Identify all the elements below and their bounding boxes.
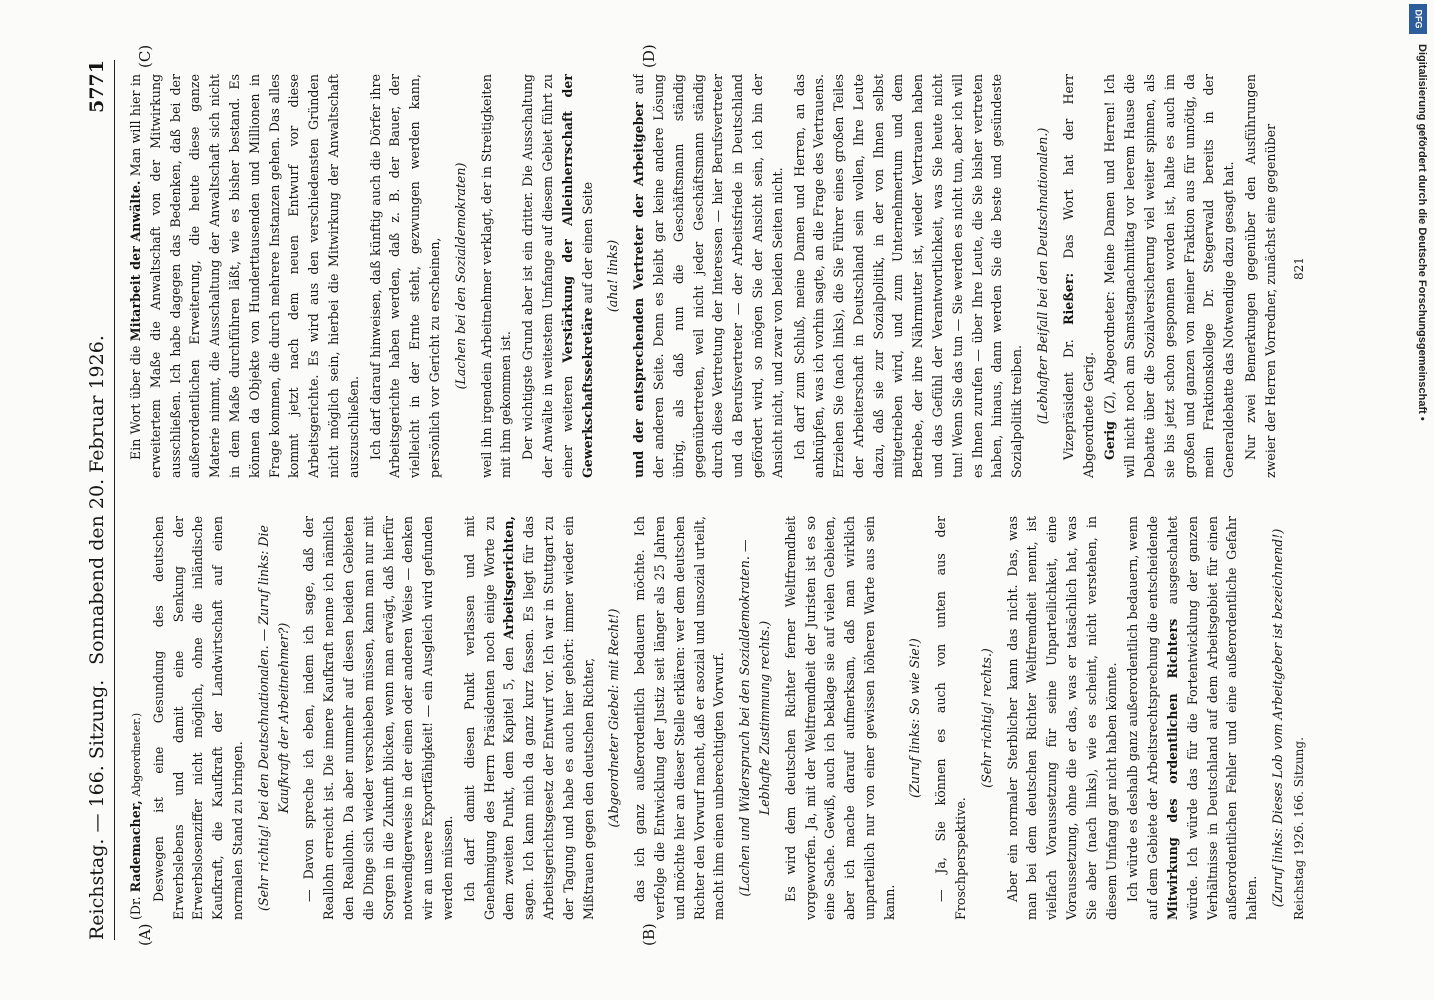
margin-mark-d: (D) xyxy=(640,44,658,68)
paragraph: — Davon spreche ich eben, indem ich sage, daß der Reallohn erreicht ist. Die innere Kaufkraft nenne ich nämlich den Reallohn. Da aber nunmehr auf diesen beiden Gebieten die Dinge sich wieder verschieben müssen, kann man nur mit Sorgen in die Zukunft blicken, wenn man erwägt, daß hierfür notwendigerweise in der einen oder anderen Weise — denken wir an unsere Exportfähigkeit! — ein Ausgleich wird gefunden werden müssen. xyxy=(301,516,455,920)
paragraph: Es wird dem deutschen Richter ferner Weltfremdheit vorgeworfen. Ja, mit der Weltfremdheit der Juristen ist es so eine Sache. Gewiß, auch ich beklage sie auf vielen Gebieten, aber ich mache darauf aufmerksam, daß man wirklich unparteilich nur von einer gewissen höheren Warte aus sein kann. xyxy=(782,516,897,920)
page-number: 5771 xyxy=(86,60,108,113)
paragraph: Ich würde es deshalb ganz außerordentlich bedauern, wenn auf dem Gebiete der Arbeitsrechtsprechung die entscheidende Mitwirkung des ordentlichen Richters ausgeschaltet würde. Ich würde das für die Fortentwicklung der ganzen Verhältnisse in Deutschland auf dem Arbeitsgebiet für einen außerordentlichen Fehler und eine außerordentliche Gefahr halten. xyxy=(1125,516,1260,920)
paragraph: Ich darf damit diesen Punkt verlassen und mit Genehmigung des Herrn Präsidenten noch einige Worte zu dem zweiten Punkt, dem Kapitel 5, den Arbeitsgerichten, sagen. Ich kann mich da ganz kurz fassen. Es liegt für das Arbeitsgerichtsgesetz der Entwurf vor. Ich war in Stuttgart zu der Tagung und habe es auch hier gehört: immer wieder ein Mißtrauen gegen den deutschen Richter, xyxy=(461,516,596,920)
interjection: (Zuruf links: So wie Sie!) xyxy=(907,638,923,798)
dfg-logo: DFG xyxy=(1409,4,1427,34)
paragraph: weil ihn irgendein Arbeitnehmer verklagt, der in Streitigkeiten mit ihm gekommen ist. xyxy=(478,74,514,478)
paragraph: — Ja, Sie können es auch von unten aus der Froschperspektive. xyxy=(933,516,969,920)
header-left: Reichstag. — 166. Sitzung. xyxy=(86,679,108,940)
paragraph: Vizepräsident Dr. Rießer: Das Wort hat der Herr Abgeordnete Gerig. xyxy=(1060,74,1096,478)
paragraph: Nur zwei Bemerkungen gegenüber den Ausführungen zweier der Herren Vorredner, zunächst eine gegenüber xyxy=(1243,74,1278,478)
paragraph: Ich darf darauf hinweisen, daß künftig auch die Dörfer ihre Arbeitsgerichte haben werden, daß z. B. der Bauer, der vielleicht in der Ernte steht, gezwungen werden kann, persönlich vor Gericht zu erscheinen, xyxy=(367,74,442,478)
footer-page-code: 821 xyxy=(1292,257,1306,280)
margin-mark-a: (A) xyxy=(136,923,154,946)
interjection: (Lebhafter Beifall bei den Deutschnationalen.) xyxy=(1035,127,1051,425)
rotated-page-content xyxy=(80,44,1320,946)
interjection: (Lachen bei den Sozialdemokraten) xyxy=(452,162,468,390)
interjection: (Sehr richtig! rechts.) xyxy=(978,648,994,788)
interjection: (Abgeordneter Giebel: mit Recht!) xyxy=(606,608,622,828)
margin-mark-c: (C) xyxy=(136,44,154,68)
right-column xyxy=(126,74,1286,478)
interjection: (Sehr richtig! bei den Deutschnationalen. — Zuruf links: Die Kaufkraft der Arbeitnehmer?) xyxy=(255,525,291,911)
interjection: (Lachen und Widerspruch bei den Sozialdemokraten. — Lebhafte Zustimmung rechts.) xyxy=(737,539,772,897)
paragraph: Aber ein normaler Sterblicher kann das nicht. Das, was man bei dem deutschen Richter Weltfremdheit nennt, ist vielfach Voraussetzung für seine Unparteilichkeit, eine Voraussetzung, ohne die er das, was er tatsächlich hat, was Sie aber (nach links), wie es scheint, nicht verstehen, in diesem Umfang gar nicht haben könnte. xyxy=(1004,516,1119,920)
header-center: Sonnabend den 20. Februar 1926. xyxy=(86,335,108,665)
paragraph: Ein Wort über die Mitarbeit der Anwälte. Man will hier in erweitertem Maße die Anwaltschaft von der Mitwirkung ausschließen. Ich habe dagegen das Bedenken, daß bei der außerordentlichen Erweiterung, die heute diese ganze Materie nimmt, die Ausschaltung der Anwaltschaft sich nicht in dem Maße durchführen läßt, wie es bisher bestand. Es können da Objekte von Hunderttausenden und Millionen in Frage kommen, die durch mehrere Instanzen gehen. Das alles kommt jetzt nach dem neuen Entwurf vor diese Arbeitsgerichte. Es wird aus den verschiedensten Gründen nicht möglich sein, hierbei die Mitwirkung der Anwaltschaft auszuschließen. xyxy=(128,74,361,478)
interjection: (Zuruf links: Dieses Lob vom Arbeitgeber ist bezeichnend!) xyxy=(1270,528,1286,908)
footer-left: Reichstag 1926. 166. Sitzung. xyxy=(1292,737,1306,920)
paragraph: Der wichtigste Grund aber ist ein dritter. Die Ausschaltung der Anwälte in weitestem Umfange auf diesem Gebiet führt zu einer weiteren Verstärkung der Alleinherrschaft der Gewerkschaftssekretäre auf der einen Seite xyxy=(520,74,595,478)
paragraph: Gerig (Z), Abgeordneter: Meine Damen und Herren! Ich will nicht noch am Samstagnachmittag vor leerem Hause die Debatte über die Sozialversicherung viel weiter spinnen, als sie bis jetzt schon gesponnen worden ist, halte es auch im großen und ganzen von meiner Fraktion aus für unnötig, da mein Fraktionskollege Dr. Stegerwald bereits in der Generaldebatte das Notwendige dazu gesagt hat. xyxy=(1102,74,1237,478)
margin-mark-b: (B) xyxy=(640,923,658,946)
speaker-name: Rademacher, xyxy=(128,800,143,893)
paragraph: Ich darf zum Schluß, meine Damen und Herren, an das anknüpfen, was ich vorhin sagte, an die Frage des Vertrauens. Erziehen Sie (nach links), die Sie Führer eines großen Teiles der Arbeiterschaft in Deutschland sein wollen, Ihre Leute dazu, daß sie zur Sozialpolitik, in der von Ihnen selbst mitgetrieben wird, und zum Unternehmertum und dem Betriebe, der ihre Nährmutter ist, wieder Vertrauen haben und das Gefühl der Verantwortlichkeit, was Sie heute nicht tun! Wenn Sie das tun — Sie werden es nicht tun, aber ich will es Ihnen zurufen — über Ihre Leute, die Sie bisher vertreten haben, hinaus, dann werden Sie die beste und gesündeste Sozialpolitik treiben. xyxy=(791,74,1025,478)
funding-note: Digitalisierung gefördert durch die Deutsche Forschungsgemeinschaft • xyxy=(1416,44,1428,421)
interjection: (aha! links) xyxy=(605,239,621,313)
funding-sidebar xyxy=(1406,9,1430,694)
paragraph: das ich ganz außerordentlich bedauern möchte. Ich verfolge die Entwicklung der Justiz seit länger als 25 Jahren und möchte hier an dieser Stelle erklären: wer dem deutschen Richter den Vorwurf macht, daß er asozial und unsozial urteilt, macht ihm einen unberechtigten Vorwurf. xyxy=(632,516,727,920)
paragraph: Deswegen ist eine Gesundung des deutschen Erwerbslebens und damit eine Senkung der Erwerbslosenziffer nicht möglich, ohne die inländische Kaufkraft, die Kaufkraft der Landwirtschaft auf einen normalen Stand zu bringen. xyxy=(150,516,245,920)
speaker-line: (Dr. Rademacher, Abgeordneter.) xyxy=(128,712,143,920)
left-column xyxy=(126,516,1286,920)
running-header xyxy=(80,60,115,940)
paragraph: und der entsprechenden Vertreter der Arbeitgeber auf der anderen Seite. Denn es bleibt gar keine andere Lösung übrig, als daß nun die Geschäftsmann ständig gegenübertreten, weil nicht jeder Geschäftsmann ständig durch diese Vertretung der Interessen — hier Berufsvertreter und da Berufsvertreter — der Arbeitsfriede in Deutschland gefördert wird, so mögen Sie der Ansicht sein, ich bin der Ansicht nicht, und zwar von beiden Seiten nicht. xyxy=(631,74,785,478)
